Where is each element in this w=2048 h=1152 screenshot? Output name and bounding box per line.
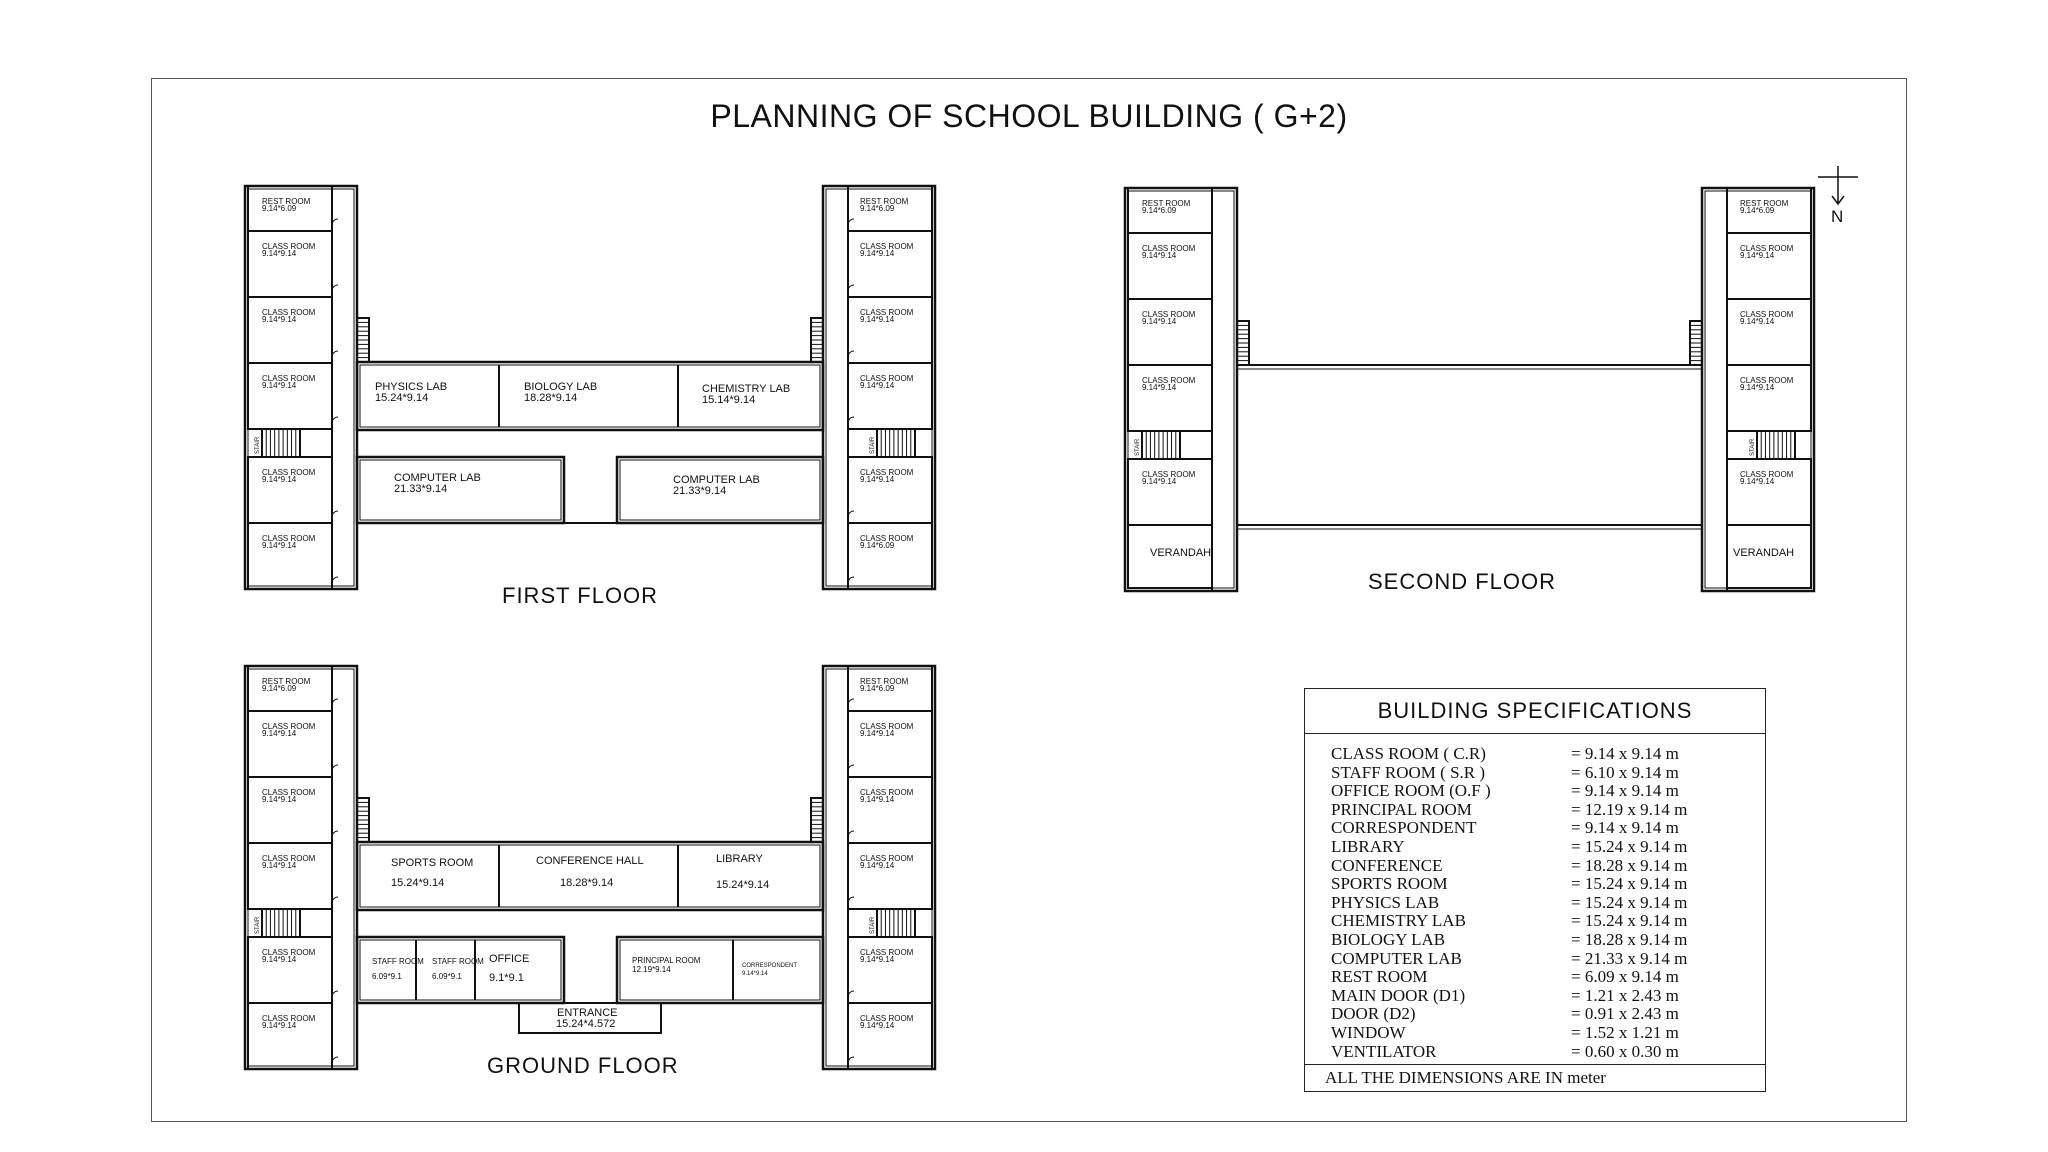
spec-label: COMPUTER LAB — [1331, 948, 1462, 968]
stair-label: STAIR — [255, 916, 261, 934]
spec-label: VENTILATOR — [1331, 1041, 1437, 1061]
room-dimension: 9.14*9.14 — [742, 971, 768, 977]
ground-floor-right-room — [848, 937, 932, 1003]
ground-floor-left-room — [248, 937, 332, 1003]
spec-value: = 21.33 x 9.14 m — [1571, 948, 1688, 968]
verandah-label: VERANDAH — [1733, 547, 1795, 559]
second-floor-right-room — [1727, 365, 1811, 431]
room-name: CLASS ROOM — [860, 242, 914, 251]
room-dimension: 9.14*6.09 — [860, 204, 895, 213]
room-dimension: 9.14*9.14 — [262, 861, 297, 870]
first-floor-left-room — [248, 363, 332, 429]
spec-value: = 18.28 x 9.14 m — [1571, 930, 1688, 949]
room-dimension: 9.14*9.14 — [860, 861, 895, 870]
spec-label: PRINCIPAL ROOM — [1331, 799, 1472, 819]
room-name: STAFF ROOM — [432, 957, 484, 966]
ground-floor-label: GROUND FLOOR — [487, 1053, 679, 1078]
room-dimension: 9.14*9.14 — [860, 249, 895, 258]
ground-floor-right-room — [848, 777, 932, 843]
room-dimension: 9.14*9.14 — [1740, 477, 1775, 486]
first-floor-right-room — [848, 231, 932, 297]
room-name: CLASS ROOM — [262, 788, 316, 797]
spec-label: SPORTS ROOM — [1331, 874, 1448, 894]
room-name: CLASS ROOM — [1740, 376, 1794, 385]
second-floor-right-room — [1727, 459, 1811, 525]
room-name: CLASS ROOM — [860, 374, 914, 383]
room-dimension: 12.19*9.14 — [632, 965, 671, 974]
spec-label: REST ROOM — [1331, 967, 1428, 987]
stair-label: STAIR — [255, 436, 261, 454]
room-dimension: 9.1*9.1 — [489, 972, 524, 984]
first-floor-computer-lab-left — [357, 457, 564, 523]
room-name: CLASS ROOM — [262, 242, 316, 251]
room-name: CLASS ROOM — [1142, 470, 1196, 479]
room-name: CLASS ROOM — [860, 468, 914, 477]
spec-value: = 1.52 x 1.21 m — [1571, 1023, 1679, 1042]
second-floor-right-room — [1727, 299, 1811, 365]
room-dimension: 9.14*9.14 — [1142, 477, 1177, 486]
lab-dimension: 21.33*9.14 — [673, 485, 727, 497]
spec-label: OFFICE ROOM (O.F ) — [1331, 781, 1491, 801]
room-dimension: 9.14*9.14 — [860, 955, 895, 964]
north-arrow — [1818, 166, 1858, 226]
ground-floor-left-room — [248, 1003, 332, 1069]
room-name: CLASS ROOM — [262, 948, 316, 957]
room-name: OFFICE — [489, 953, 530, 965]
north-label: N — [1831, 207, 1844, 226]
spec-value: = 15.24 x 9.14 m — [1571, 837, 1688, 856]
room-name: SPORTS ROOM — [391, 857, 474, 869]
room-dimension: 9.14*9.14 — [262, 381, 297, 390]
spec-label: CONFERENCE — [1331, 855, 1443, 875]
room-name: REST ROOM — [860, 197, 909, 206]
room-dimension: 6.09*9.1 — [372, 972, 402, 981]
spec-value: = 6.10 x 9.14 m — [1571, 762, 1679, 782]
room-name: CORRESPONDENT — [742, 963, 798, 969]
stair-label: STAIR — [870, 916, 876, 934]
first-floor-label: FIRST FLOOR — [502, 583, 659, 608]
spec-label: PHYSICS LAB — [1331, 892, 1440, 912]
room-dimension: 9.14*9.14 — [860, 381, 895, 390]
ground-floor-right-room — [848, 843, 932, 909]
spec-label: CORRESPONDENT — [1331, 818, 1477, 838]
room-name: REST ROOM — [262, 677, 311, 686]
room-dimension: 9.14*9.14 — [1740, 251, 1775, 260]
room-name: CLASS ROOM — [1740, 244, 1794, 253]
room-dimension: 9.14*9.14 — [262, 315, 297, 324]
room-name: CLASS ROOM — [860, 948, 914, 957]
stair-label: STAIR — [1135, 438, 1141, 456]
room-dimension: 9.14*9.14 — [1142, 251, 1177, 260]
spec-value: = 9.14 x 9.14 m — [1571, 781, 1679, 801]
room-dimension: 9.14*9.14 — [262, 729, 297, 738]
room-name: CLASS ROOM — [262, 854, 316, 863]
room-dimension: 15.24*9.14 — [391, 877, 445, 889]
spec-value: = 1.21 x 2.43 m — [1571, 985, 1679, 1005]
ground-floor-left-room — [248, 777, 332, 843]
room-name: CLASS ROOM — [1142, 376, 1196, 385]
lab-name: COMPUTER LAB — [394, 472, 481, 484]
first-floor-right-room — [848, 363, 932, 429]
first-floor-right-room — [848, 297, 932, 363]
entrance-dimension: 15.24*4.572 — [556, 1018, 616, 1030]
specifications-footer: ALL THE DIMENSIONS ARE IN meter — [1305, 1064, 1765, 1091]
lab-dimension: 21.33*9.14 — [394, 483, 448, 495]
entrance-label: ENTRANCE — [557, 1007, 618, 1019]
room-name: CLASS ROOM — [262, 1014, 316, 1023]
room-dimension: 6.09*9.1 — [432, 972, 462, 981]
room-dimension: 9.14*9.14 — [262, 795, 297, 804]
stair-label: STAIR — [870, 436, 876, 454]
spec-label: WINDOW — [1331, 1023, 1406, 1042]
room-dimension: 9.14*9.14 — [262, 1021, 297, 1030]
room-dimension: 9.14*6.09 — [1740, 206, 1775, 215]
room-name: CLASS ROOM — [1142, 310, 1196, 319]
room-name: REST ROOM — [1740, 199, 1789, 208]
staircase — [262, 909, 300, 937]
second-floor-left-room — [1128, 459, 1212, 525]
room-name: CONFERENCE HALL — [536, 855, 644, 867]
first-floor-left-room — [248, 297, 332, 363]
room-dimension: 9.14*9.14 — [1740, 383, 1775, 392]
lab-dimension: 15.14*9.14 — [702, 394, 756, 406]
room-name: CLASS ROOM — [1740, 470, 1794, 479]
room-name: CLASS ROOM — [860, 788, 914, 797]
room-name: REST ROOM — [1142, 199, 1191, 208]
spec-label: CHEMISTRY LAB — [1331, 911, 1466, 931]
room-dimension: 9.14*6.09 — [262, 204, 297, 213]
room-name: CLASS ROOM — [262, 308, 316, 317]
spec-label: STAFF ROOM ( S.R ) — [1331, 762, 1486, 782]
room-dimension: 9.14*9.14 — [262, 541, 297, 550]
ground-floor-right-room — [848, 711, 932, 777]
room-name: REST ROOM — [262, 197, 311, 206]
first-floor-left-room — [248, 457, 332, 523]
building-specifications-table — [1304, 688, 1766, 1092]
second-floor-left-room — [1128, 233, 1212, 299]
room-name: CLASS ROOM — [1142, 244, 1196, 253]
lab-name: BIOLOGY LAB — [524, 381, 598, 393]
ground-floor-right-room — [848, 1003, 932, 1069]
spec-label: MAIN DOOR (D1) — [1331, 985, 1466, 1005]
first-floor-right-room — [848, 457, 932, 523]
room-dimension: 9.14*9.14 — [262, 475, 297, 484]
staircase — [1142, 431, 1180, 459]
stair-label: STAIR — [1750, 438, 1756, 456]
spec-value: = 9.14 x 9.14 m — [1571, 744, 1679, 763]
room-name: CLASS ROOM — [860, 534, 914, 543]
room-dimension: 15.24*9.14 — [716, 879, 770, 891]
room-name: CLASS ROOM — [860, 308, 914, 317]
room-name: CLASS ROOM — [262, 722, 316, 731]
specifications-heading: BUILDING SPECIFICATIONS — [1305, 689, 1765, 734]
spec-value: = 15.24 x 9.14 m — [1571, 911, 1688, 931]
staircase — [877, 429, 915, 457]
lab-name: COMPUTER LAB — [673, 474, 760, 486]
lab-name: CHEMISTRY LAB — [702, 383, 791, 395]
room-name: STAFF ROOM — [372, 957, 424, 966]
second-floor-left-room — [1128, 365, 1212, 431]
second-floor-left-room — [1128, 299, 1212, 365]
room-name: CLASS ROOM — [860, 1014, 914, 1023]
lab-dimension: 18.28*9.14 — [524, 392, 578, 404]
staircase — [262, 429, 300, 457]
spec-value: = 0.91 x 2.43 m — [1571, 1004, 1679, 1024]
room-dimension: 9.14*9.14 — [262, 249, 297, 258]
room-dimension: 9.14*9.14 — [860, 475, 895, 484]
room-dimension: 9.14*6.09 — [860, 541, 895, 550]
spec-value: = 0.60 x 0.30 m — [1571, 1041, 1679, 1061]
room-name: CLASS ROOM — [860, 854, 914, 863]
room-dimension: 9.14*9.14 — [1740, 317, 1775, 326]
room-name: CLASS ROOM — [262, 374, 316, 383]
room-name: CLASS ROOM — [262, 468, 316, 477]
staircase — [1757, 431, 1795, 459]
spec-label: CLASS ROOM ( C.R) — [1331, 744, 1486, 763]
spec-value: = 18.28 x 9.14 m — [1571, 855, 1688, 875]
room-dimension: 9.14*9.14 — [1142, 317, 1177, 326]
room-dimension: 9.14*6.09 — [1142, 206, 1177, 215]
room-dimension: 9.14*9.14 — [860, 1021, 895, 1030]
spec-label: DOOR (D2) — [1331, 1004, 1416, 1024]
second-floor-label: SECOND FLOOR — [1368, 569, 1557, 594]
staircase — [877, 909, 915, 937]
lab-name: PHYSICS LAB — [375, 381, 448, 393]
room-name: PRINCIPAL ROOM — [632, 956, 701, 965]
room-dimension: 9.14*9.14 — [860, 315, 895, 324]
room-name: REST ROOM — [860, 677, 909, 686]
second-floor-right-room — [1727, 233, 1811, 299]
ground-floor-lower-left — [357, 937, 564, 1003]
spec-value: = 15.24 x 9.14 m — [1571, 874, 1688, 894]
spec-value: = 9.14 x 9.14 m — [1571, 818, 1679, 838]
room-dimension: 9.14*9.14 — [1142, 383, 1177, 392]
ground-floor-left-room — [248, 843, 332, 909]
room-dimension: 18.28*9.14 — [560, 877, 614, 889]
room-name: CLASS ROOM — [860, 722, 914, 731]
spec-label: BIOLOGY LAB — [1331, 930, 1446, 949]
verandah-label: VERANDAH — [1150, 547, 1212, 559]
spec-label: LIBRARY — [1331, 837, 1405, 856]
room-dimension: 9.14*9.14 — [860, 795, 895, 804]
spec-value: = 12.19 x 9.14 m — [1571, 799, 1688, 819]
drawing-title: PLANNING OF SCHOOL BUILDING ( G+2) — [710, 98, 1348, 134]
room-dimension: 9.14*9.14 — [262, 955, 297, 964]
spec-value: = 6.09 x 9.14 m — [1571, 967, 1679, 987]
first-floor-left-room — [248, 231, 332, 297]
room-name: CLASS ROOM — [262, 534, 316, 543]
spec-value: = 15.24 x 9.14 m — [1571, 892, 1688, 912]
room-dimension: 9.14*6.09 — [860, 684, 895, 693]
first-floor-left-room — [248, 523, 332, 589]
room-name: CLASS ROOM — [1740, 310, 1794, 319]
lab-dimension: 15.24*9.14 — [375, 392, 429, 404]
room-dimension: 9.14*6.09 — [262, 684, 297, 693]
ground-floor-left-room — [248, 711, 332, 777]
room-dimension: 9.14*9.14 — [860, 729, 895, 738]
room-name: LIBRARY — [716, 853, 763, 865]
first-floor-right-room — [848, 523, 932, 589]
